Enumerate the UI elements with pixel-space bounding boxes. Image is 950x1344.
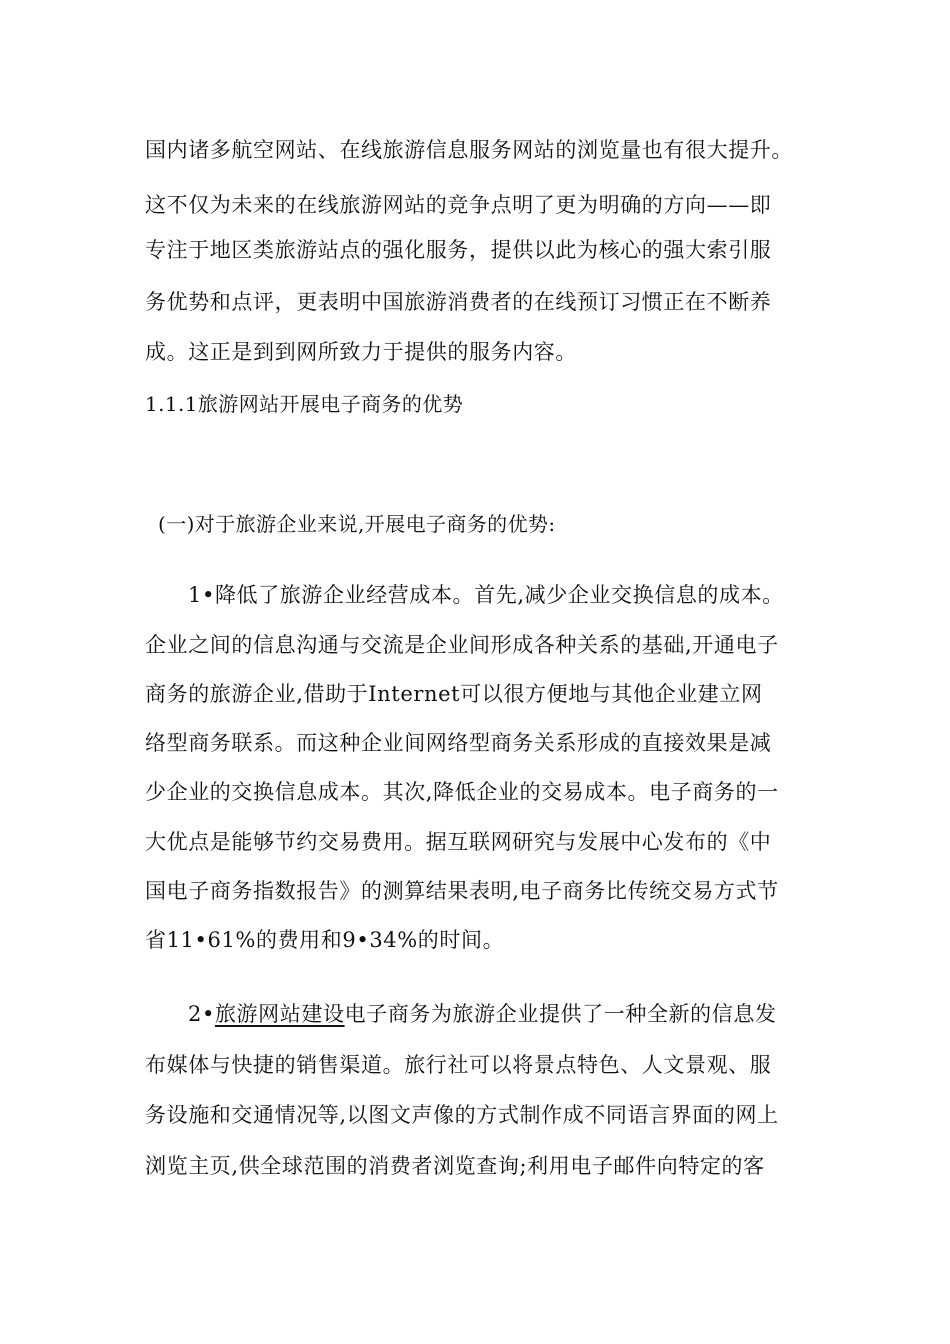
para1-line-5: 少企业的交换信息成本。其次,降低企业的交易成本。电子商务的一: [145, 780, 779, 804]
intro-line-1: 国内诸多航空网站、在线旅游信息服务网站的浏览量也有很大提升。: [145, 138, 793, 162]
intro-line-2: 这不仅为未来的在线旅游网站的竞争点明了更为明确的方向——即: [145, 193, 772, 217]
para1-line-3: 商务的旅游企业,借助于Internet可以很方便地与其他企业建立网: [145, 682, 763, 706]
para2-line-4: 浏览主页,供全球范围的消费者浏览查询;利用电子邮件向特定的客: [145, 1154, 765, 1178]
para1-line-1: 1•降低了旅游企业经营成本。首先,减少企业交换信息的成本。: [188, 583, 784, 607]
subheading: (一)对于旅游企业来说,开展电子商务的优势:: [158, 512, 556, 536]
section-heading: 1.1.1旅游网站开展电子商务的优势: [145, 392, 464, 416]
para1-line-7: 国电子商务指数报告》的测算结果表明,电子商务比传统交易方式节: [145, 879, 779, 903]
para1-line-4: 络型商务联系。而这种企业间网络型商务关系形成的直接效果是减: [145, 731, 772, 755]
para2-first-rest: 电子商务为旅游企业提供了一种全新的信息发: [344, 1002, 777, 1026]
para1-line-2: 企业之间的信息沟通与交流是企业间形成各种关系的基础,开通电子: [145, 633, 779, 657]
intro-line-5: 成。这正是到到网所致力于提供的服务内容。: [145, 340, 577, 364]
para2-line-1: [188, 1000, 777, 1028]
website-construction-link[interactable]: 旅游网站建设: [214, 1002, 345, 1026]
para2-line-2: 布媒体与快捷的销售渠道。旅行社可以将景点特色、人文景观、服: [145, 1053, 772, 1077]
para2-prefix: 2•: [188, 1002, 215, 1026]
para1-line-6: 大优点是能够节约交易费用。据互联网研究与发展中心发布的《中: [145, 830, 772, 854]
para2-line-3: 务设施和交通情况等,以图文声像的方式制作成不同语言界面的网上: [145, 1103, 779, 1127]
intro-line-3: 专注于地区类旅游站点的强化服务，提供以此为核心的强大索引服: [145, 238, 772, 262]
para1-line-8: 省11•61%的费用和9•34%的时间。: [145, 928, 505, 952]
intro-line-4: 务优势和点评，更表明中国旅游消费者的在线预订习惯正在不断养: [145, 290, 772, 314]
